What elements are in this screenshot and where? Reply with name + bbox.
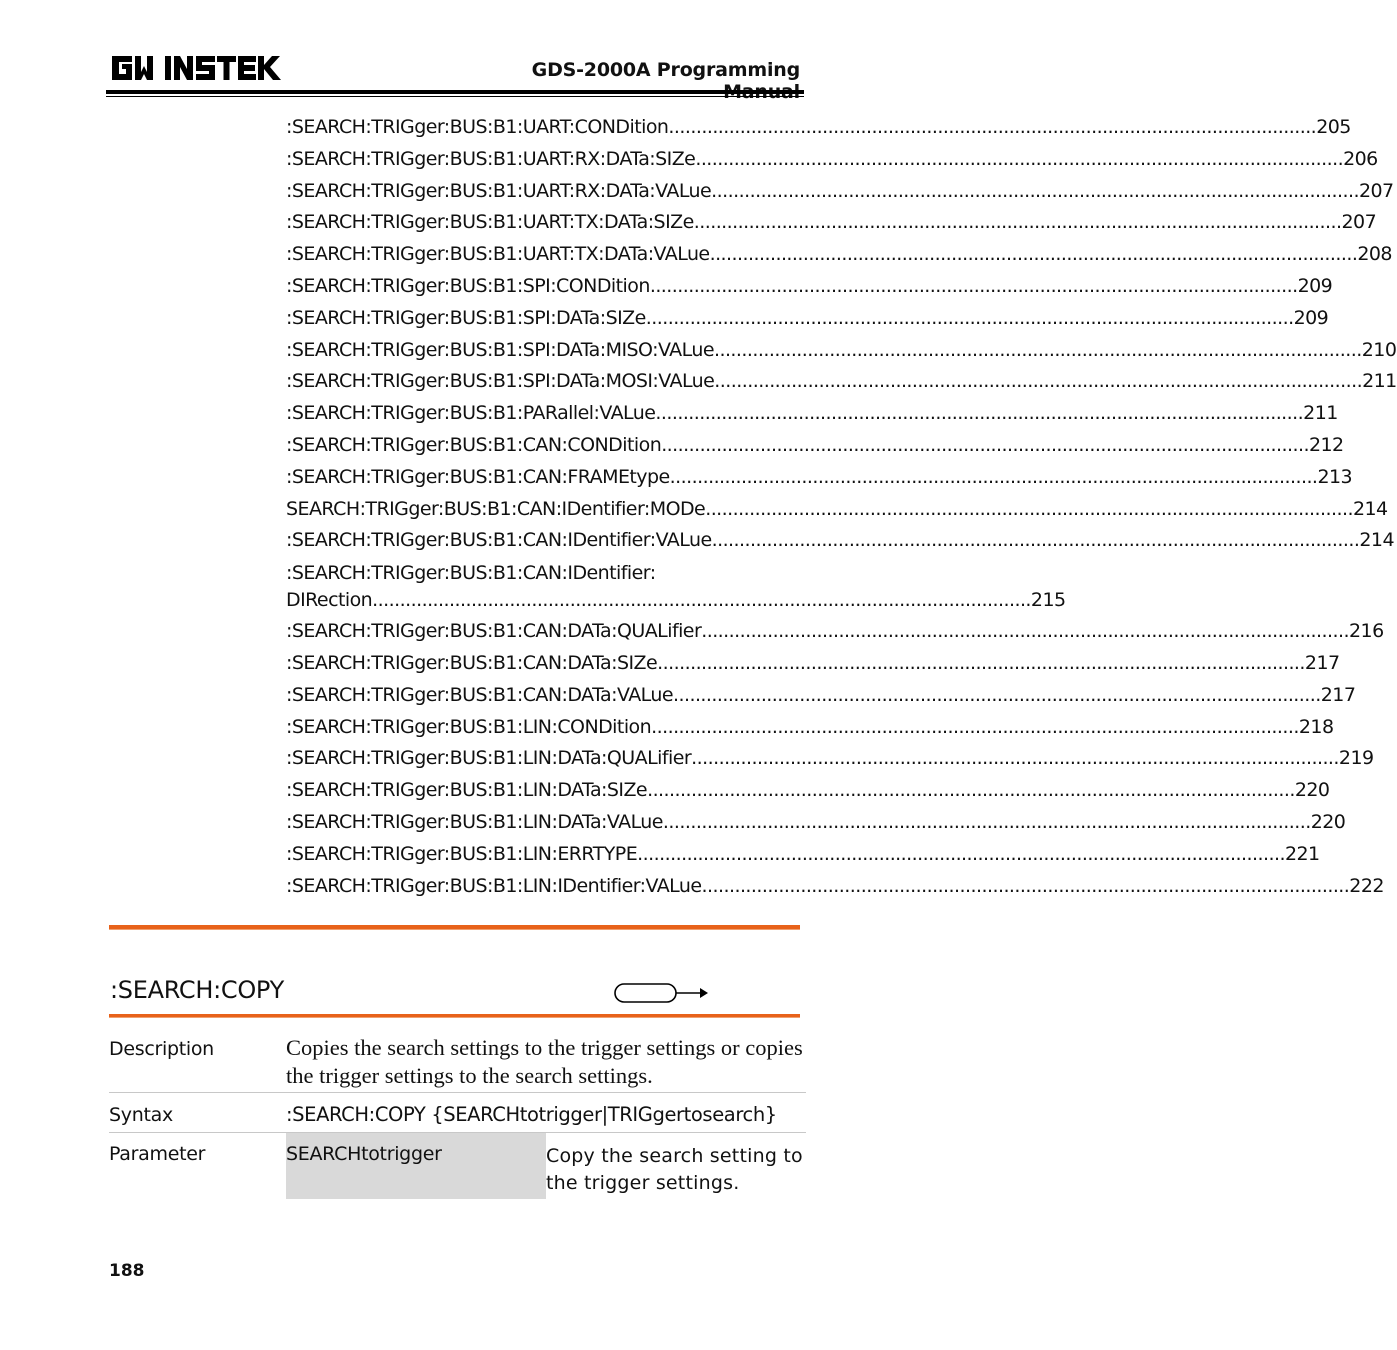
- toc-entry-text: :SEARCH:TRIGger:BUS:B1:CAN:FRAMEtype: [286, 465, 670, 488]
- toc-entry-text: :SEARCH:TRIGger:BUS:B1:UART:RX:DATa:VALue: [286, 179, 712, 202]
- toc-page-number: 206: [1343, 147, 1378, 170]
- toc-page-number: 211: [1362, 370, 1397, 393]
- toc-leader-dots: [637, 839, 1285, 871]
- description-row: [109, 1034, 806, 1092]
- toc-entry-text: :SEARCH:TRIGger:BUS:B1:UART:CONDition: [286, 116, 669, 138]
- toc-entry[interactable]: [286, 871, 1384, 903]
- parameter-label: Parameter: [109, 1143, 206, 1165]
- toc-page-number: 205: [1316, 116, 1351, 138]
- toc-entry[interactable]: [286, 144, 1378, 176]
- toc-entry[interactable]: [286, 494, 1388, 526]
- toc-page-number: 213: [1317, 465, 1353, 488]
- toc-entry[interactable]: [286, 525, 1394, 557]
- toc-entry[interactable]: [286, 398, 1338, 430]
- set-command-icon: [612, 980, 712, 1006]
- toc-leader-dots: [695, 144, 1343, 176]
- toc-leader-dots: [668, 112, 1316, 144]
- toc-entry-text: :SEARCH:TRIGger:BUS:B1:LIN:DATa:QUALifier: [286, 747, 692, 770]
- section-rule-top-shade: [109, 929, 800, 930]
- section-rule-bottom-shade: [109, 1017, 800, 1018]
- toc-list: [286, 112, 1397, 902]
- toc-page-number: 219: [1338, 747, 1374, 770]
- toc-leader-dots: [646, 303, 1294, 335]
- toc-entry-text: :SEARCH:TRIGger:BUS:B1:PARallel:VALue: [286, 402, 656, 425]
- toc-leader-dots: [710, 239, 1358, 271]
- toc-page-number: 207: [1341, 211, 1377, 234]
- toc-entry[interactable]: [286, 557, 1066, 616]
- toc-page-number: 220: [1294, 779, 1330, 802]
- toc-entry[interactable]: [286, 839, 1320, 871]
- toc-entry[interactable]: [286, 712, 1334, 744]
- gw-instek-logo: [110, 52, 282, 84]
- toc-entry-text: SEARCH:TRIGger:BUS:B1:CAN:IDentifier:MODe: [286, 497, 706, 520]
- toc-entry[interactable]: [286, 648, 1340, 680]
- page-number: 188: [109, 1261, 145, 1281]
- manual-title: GDS-2000A Programming: [531, 59, 800, 81]
- syntax-text: :SEARCH:COPY {SEARCHtotrigger|TRIGgertosearch}: [286, 1103, 777, 1126]
- toc-leader-dots: [647, 775, 1295, 807]
- toc-page-number: 220: [1310, 810, 1346, 833]
- toc-leader-dots: [714, 366, 1362, 398]
- toc-leader-dots: [712, 525, 1360, 557]
- toc-leader-dots: [673, 680, 1321, 712]
- toc-page-number: 217: [1304, 651, 1340, 674]
- toc-entry[interactable]: [286, 680, 1356, 712]
- syntax-row: [109, 1102, 806, 1132]
- toc-entry-text: :SEARCH:TRIGger:BUS:B1:LIN:CONDition: [286, 715, 652, 738]
- command-title: :SEARCH:COPY: [110, 976, 284, 1004]
- toc-page-number: 212: [1308, 433, 1344, 456]
- toc-entry-text: :SEARCH:TRIGger:BUS:B1:LIN:IDentifier:VALue: [286, 874, 702, 897]
- toc-entry-text: :SEARCH:TRIGger:BUS:B1:LIN:DATa:SIZe: [286, 779, 648, 802]
- toc-leader-dots: [705, 494, 1353, 526]
- toc-entry[interactable]: [286, 775, 1330, 807]
- toc-entry[interactable]: [286, 462, 1353, 494]
- toc-entry[interactable]: [286, 430, 1344, 462]
- toc-entry-text: :SEARCH:TRIGger:BUS:B1:SPI:DATa:MOSI:VALue: [286, 370, 715, 393]
- toc-entry-text: :SEARCH:TRIGger:BUS:B1:UART:RX:DATa:SIZe: [286, 147, 696, 170]
- toc-entry-text: :SEARCH:TRIGger:BUS:B1:SPI:CONDition: [286, 274, 650, 297]
- toc-leader-dots: [711, 176, 1359, 208]
- toc-page-number: 214: [1352, 497, 1388, 520]
- toc-page-number: 208: [1357, 243, 1392, 266]
- toc-page-number: 216: [1349, 620, 1384, 643]
- toc-entry[interactable]: [286, 807, 1346, 839]
- toc-page-number: 218: [1298, 715, 1334, 738]
- toc-entry-continuation: DIRection: [286, 589, 373, 612]
- toc-entry-text: :SEARCH:TRIGger:BUS:B1:UART:TX:DATa:SIZe: [286, 211, 694, 234]
- parameter-name-cell: [286, 1133, 546, 1199]
- description-text: Copies the search settings to the trigger settings or copies the trigger settings to the search settings.: [286, 1035, 803, 1088]
- toc-page-number: 217: [1320, 683, 1356, 706]
- toc-entry[interactable]: [286, 335, 1397, 367]
- toc-leader-dots: [714, 335, 1362, 367]
- description-label: Description: [109, 1038, 214, 1060]
- toc-entry-text: :SEARCH:TRIGger:BUS:B1:LIN:DATa:VALue: [286, 810, 663, 833]
- toc-page-number: 209: [1297, 274, 1333, 297]
- toc-entry-text: :SEARCH:TRIGger:BUS:B1:CAN:IDentifier:: [286, 562, 656, 585]
- toc-entry[interactable]: [286, 616, 1384, 648]
- toc-entry-text: :SEARCH:TRIGger:BUS:B1:CAN:CONDition: [286, 433, 662, 456]
- toc-entry-text: :SEARCH:TRIGger:BUS:B1:CAN:IDentifier:VALue: [286, 529, 712, 552]
- toc-leader-dots: [650, 271, 1298, 303]
- toc-page-number: 221: [1284, 842, 1320, 865]
- toc-leader-dots: [691, 743, 1339, 775]
- toc-entry[interactable]: [286, 239, 1392, 271]
- toc-entry[interactable]: [286, 366, 1397, 398]
- toc-page-number: 209: [1293, 306, 1329, 329]
- toc-leader-dots: [702, 871, 1350, 903]
- toc-leader-dots: [661, 430, 1309, 462]
- toc-entry[interactable]: [286, 176, 1394, 208]
- toc-entry[interactable]: [286, 303, 1329, 335]
- header-rule-thin: [106, 96, 804, 97]
- toc-entry-text: :SEARCH:TRIGger:BUS:B1:SPI:DATa:SIZe: [286, 306, 646, 329]
- toc-leader-dots: ........................................................................................................................: [372, 589, 1031, 612]
- toc-entry-text: :SEARCH:TRIGger:BUS:B1:SPI:DATa:MISO:VALue: [286, 338, 714, 361]
- syntax-label: Syntax: [109, 1104, 173, 1126]
- toc-leader-dots: [701, 616, 1349, 648]
- toc-entry[interactable]: [286, 207, 1377, 239]
- row-divider: [109, 1092, 806, 1093]
- toc-leader-dots: [670, 462, 1318, 494]
- toc-leader-dots: [655, 398, 1303, 430]
- toc-leader-dots: [651, 712, 1299, 744]
- toc-leader-dots: [694, 207, 1342, 239]
- toc-leader-dots: [657, 648, 1305, 680]
- toc-entry-text: :SEARCH:TRIGger:BUS:B1:LIN:ERRTYPE: [286, 842, 638, 865]
- toc-entry[interactable]: [286, 112, 1351, 144]
- toc-entry[interactable]: [286, 743, 1374, 775]
- toc-page-number: 214: [1359, 529, 1394, 552]
- parameter-row: [109, 1133, 806, 1199]
- toc-page-number: 211: [1303, 402, 1338, 425]
- parameter-description: Copy the search setting to the trigger settings.: [546, 1145, 803, 1194]
- toc-entry[interactable]: [286, 271, 1333, 303]
- parameter-name: SEARCHtotrigger: [286, 1143, 442, 1165]
- toc-entry-text: :SEARCH:TRIGger:BUS:B1:CAN:DATa:QUALifier: [286, 620, 702, 643]
- toc-page-number: 210: [1361, 338, 1397, 361]
- toc-entry-text: :SEARCH:TRIGger:BUS:B1:UART:TX:DATa:VALue: [286, 243, 710, 266]
- toc-entry-text: :SEARCH:TRIGger:BUS:B1:CAN:DATa:VALue: [286, 683, 673, 706]
- toc-page-number: 222: [1349, 874, 1384, 897]
- toc-page-number: 215: [1030, 589, 1066, 612]
- toc-entry-text: :SEARCH:TRIGger:BUS:B1:CAN:DATa:SIZe: [286, 651, 658, 674]
- toc-page-number: 207: [1358, 179, 1394, 202]
- header-rule: [106, 90, 804, 94]
- toc-leader-dots: [663, 807, 1311, 839]
